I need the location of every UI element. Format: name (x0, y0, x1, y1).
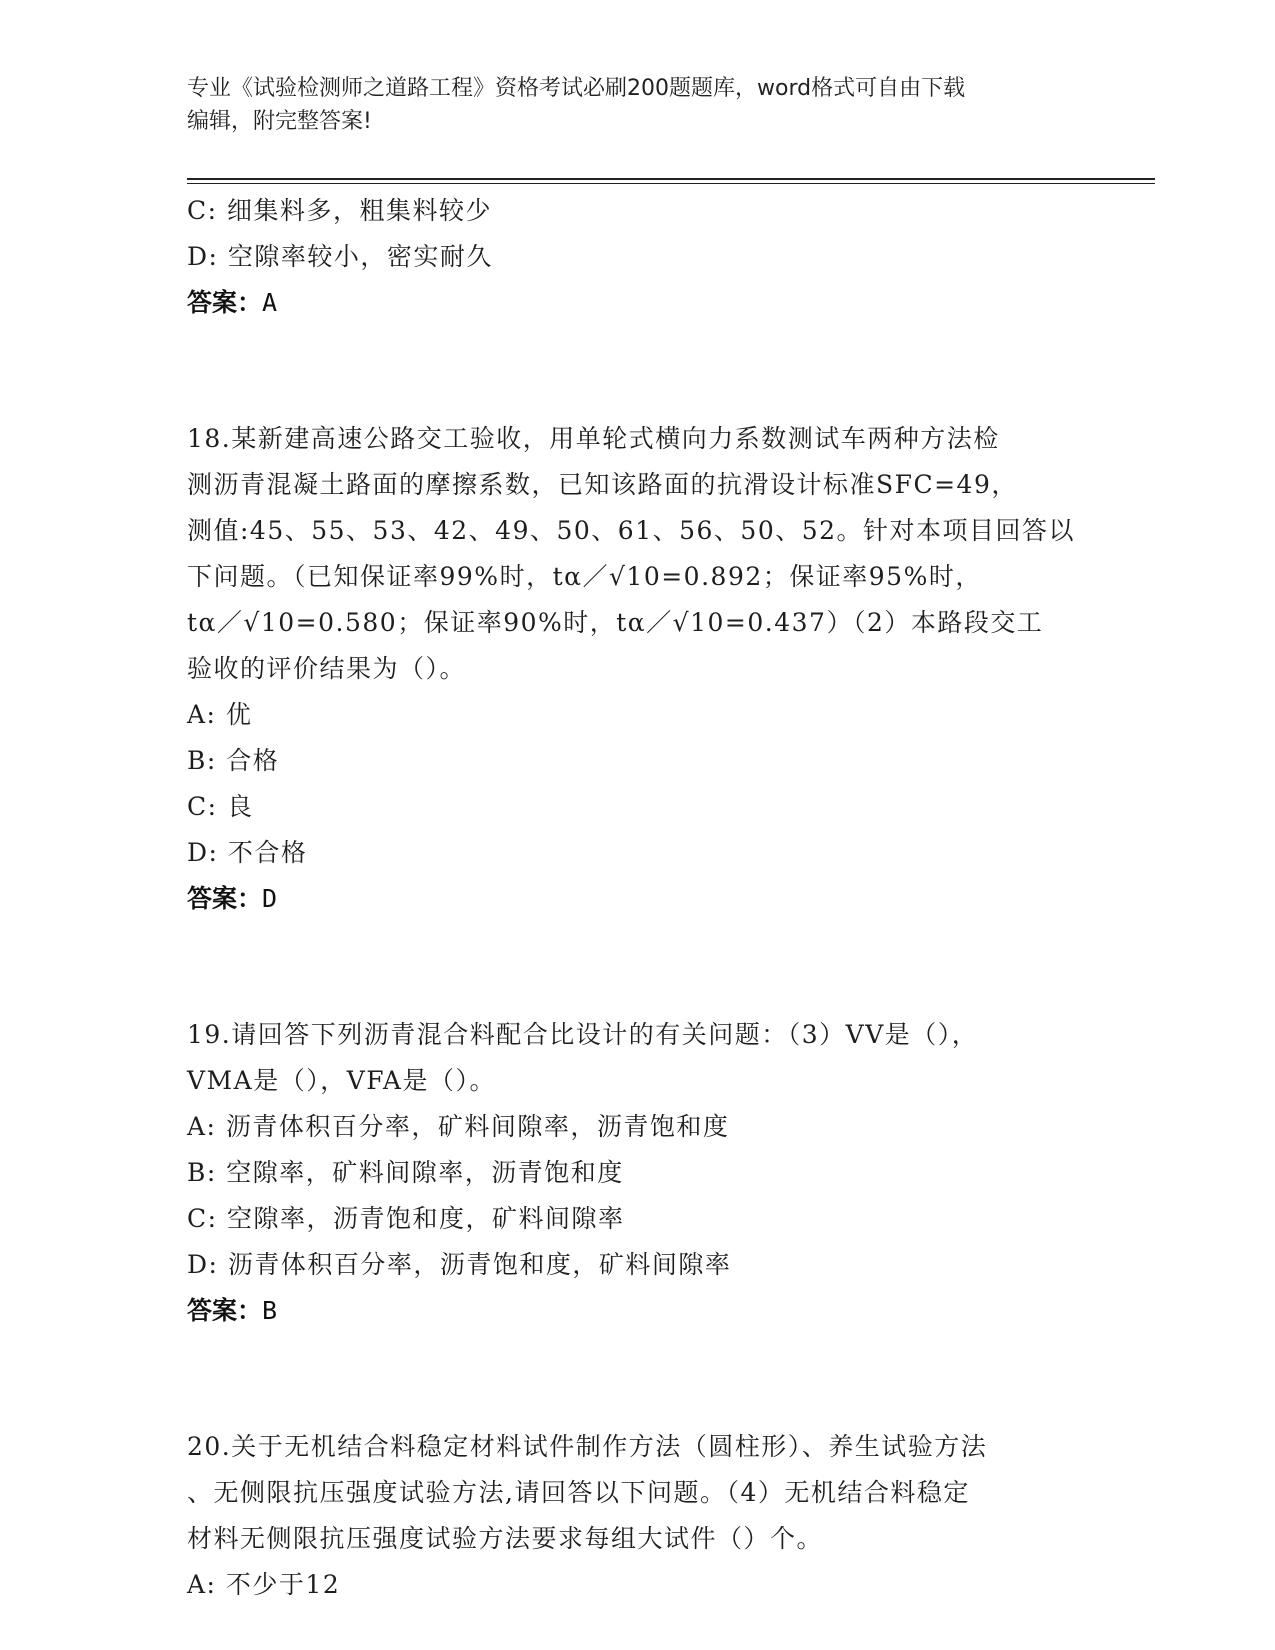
question-text-line: 材料无侧限抗压强度试验方法要求每组大试件（）个。 (187, 1524, 824, 1553)
question-text-line: 验收的评价结果为（）。 (187, 654, 467, 683)
page-header (187, 72, 1077, 138)
header-line-1: 专业《试验检测师之道路工程》资格考试必刷200题题库，word格式可自由下载 (187, 76, 966, 101)
option-d: D: 空隙率较小，密实耐久 (187, 242, 493, 271)
answer-value: A (262, 288, 278, 317)
answer-label: 答案： (187, 1296, 263, 1325)
question-19 (187, 1012, 1087, 1334)
option-c: C: 细集料多，粗集料较少 (187, 196, 492, 225)
option-c: C: 良 (187, 792, 254, 821)
question-17-tail (187, 188, 1087, 326)
option-a: A: 优 (187, 700, 253, 729)
answer-label: 答案： (187, 288, 263, 317)
option-d: D: 不合格 (187, 838, 308, 867)
option-d: D: 沥青体积百分率，沥青饱和度，矿料间隙率 (187, 1250, 732, 1279)
option-b: B: 空隙率，矿料间隙率，沥青饱和度 (187, 1158, 624, 1187)
question-text-line: 测值:45、55、53、42、49、50、61、56、50、52。针对本项目回答以 (187, 516, 1076, 545)
question-text-line: VMA是（），VFA是（）。 (187, 1066, 496, 1095)
answer-line (187, 1288, 1087, 1334)
option-a: A: 不少于12 (187, 1570, 341, 1599)
header-line-2: 编辑，附完整答案! (187, 109, 372, 134)
header-rule-thin (187, 183, 1155, 184)
question-text-line: 19.请回答下列沥青混合料配合比设计的有关问题：（3）VV是（）， (187, 1020, 979, 1049)
question-text-line: tα／√10=0.580；保证率90%时，tα／√10=0.437）（2）本路段交工 (187, 608, 1044, 637)
answer-line (187, 280, 1087, 326)
answer-value: B (262, 1296, 278, 1325)
question-text-line: 、无侧限抗压强度试验方法,请回答以下问题。（4）无机结合料稳定 (187, 1478, 970, 1507)
option-a: A: 沥青体积百分率，矿料间隙率，沥青饱和度 (187, 1112, 730, 1141)
question-20 (187, 1424, 1087, 1608)
question-18 (187, 416, 1087, 922)
answer-line (187, 876, 1087, 922)
question-text-line: 测沥青混凝土路面的摩擦系数，已知该路面的抗滑设计标准SFC=49， (187, 470, 1018, 499)
header-rule-thick (187, 178, 1155, 180)
question-text-line: 18.某新建高速公路交工验收，用单轮式横向力系数测试车两种方法检 (187, 424, 1000, 453)
question-text-line: 20.关于无机结合料稳定材料试件制作方法（圆柱形）、养生试验方法 (187, 1432, 988, 1461)
spacer (187, 922, 1087, 1012)
question-text-line: 下问题。（已知保证率99%时，tα／√10=0.892；保证率95%时， (187, 562, 982, 591)
option-b: B: 合格 (187, 746, 280, 775)
document-body (187, 188, 1087, 1608)
answer-value: D (262, 884, 278, 913)
answer-label: 答案： (187, 884, 263, 913)
spacer (187, 1334, 1087, 1424)
option-c: C: 空隙率，沥青饱和度，矿料间隙率 (187, 1204, 625, 1233)
spacer (187, 326, 1087, 416)
